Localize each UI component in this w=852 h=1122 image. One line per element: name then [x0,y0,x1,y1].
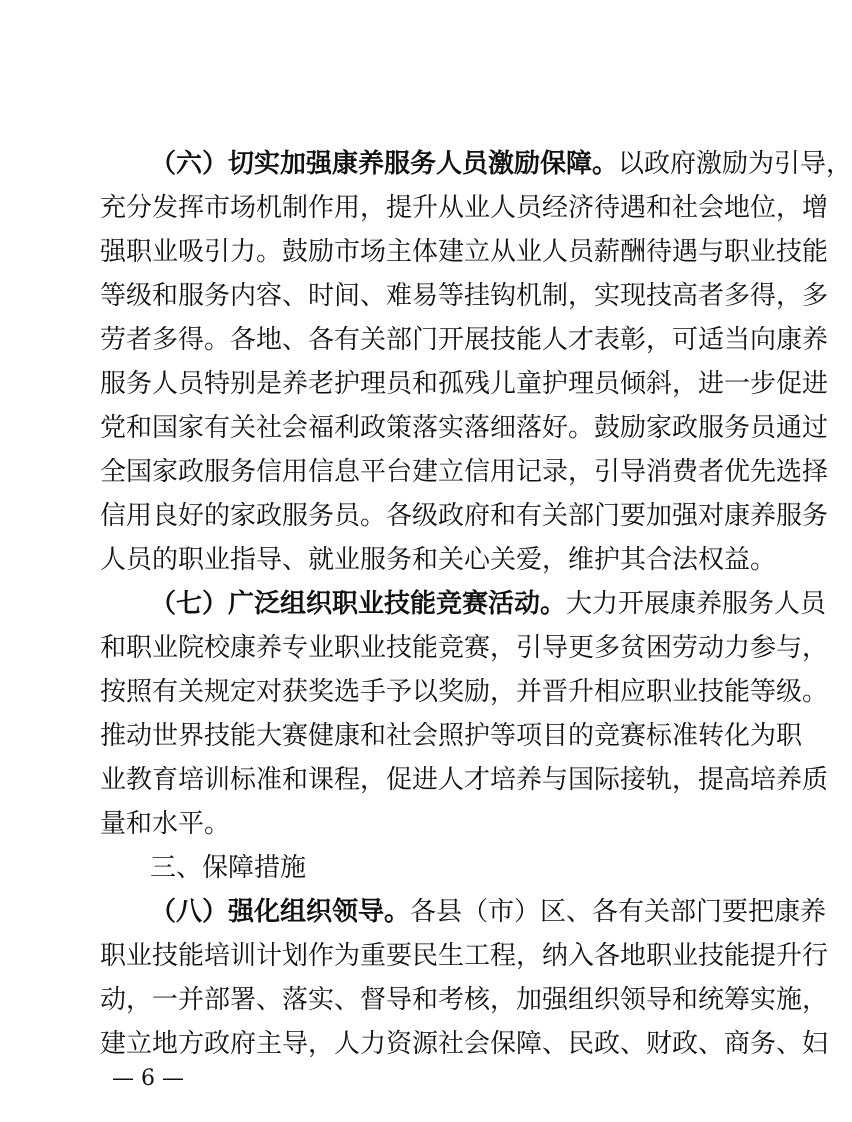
paragraph-7-line-2: 和职业院校康养专业职业技能竞赛，引导更多贫困劳动力参与， [100,633,829,663]
paragraph-8-line-3: 动，一并部署、落实、督导和考核，加强组织领导和统筹实施， [100,985,829,1015]
paragraph-6-line-8: 全国家政服务信用信息平台建立信用记录，引导消费者优先选择 [100,457,829,487]
section-title: 三、保障措施 [150,853,307,883]
paragraph-8-text: 各县（市）区、各有关部门要把康养 [410,897,827,927]
paragraph-8-line-1 [150,890,827,934]
paragraph-7-text: 大力开展康养服务人员 [566,589,827,619]
paragraph-6-line-3: 强职业吸引力。鼓励市场主体建立从业人员薪酬待遇与职业技能 [100,237,829,267]
paragraph-6-text: 以政府激励为引导， [618,149,852,179]
paragraph-8-line-4: 建立地方政府主导，人力资源社会保障、民政、财政、商务、妇 [100,1029,829,1059]
paragraph-6-line-9: 信用良好的家政服务员。各级政府和有关部门要加强对康养服务 [100,501,829,531]
paragraph-6-line-7: 党和国家有关社会福利政策落实落细落好。鼓励家政服务员通过 [100,413,829,443]
page-number: — 6 — [112,1066,184,1091]
paragraph-6-line-6: 服务人员特别是养老护理员和孤残儿童护理员倾斜，进一步促进 [100,369,829,399]
paragraph-6-line-2: 充分发挥市场机制作用，提升从业人员经济待遇和社会地位，增 [100,193,829,223]
paragraph-6-line-10: 人员的职业指导、就业服务和关心关爱，维护其合法权益。 [100,545,777,575]
paragraph-8-heading: （八）强化组织领导。 [150,897,411,927]
paragraph-6-line-4: 等级和服务内容、时间、难易等挂钩机制，实现技高者多得，多 [100,281,829,311]
paragraph-6-line-5: 劳者多得。各地、各有关部门开展技能人才表彰，可适当向康养 [100,325,829,355]
paragraph-7-line-6: 量和水平。 [100,809,231,839]
paragraph-8-line-2: 职业技能培训计划作为重要民生工程，纳入各地职业技能提升行 [100,941,829,971]
paragraph-7-line-3: 按照有关规定对获奖选手予以奖励，并晋升相应职业技能等级。 [100,677,829,707]
paragraph-6-heading: （六）切实加强康养服务人员激励保障。 [150,149,619,179]
paragraph-6-line-1 [150,142,852,186]
paragraph-7-line-4: 推动世界技能大赛健康和社会照护等项目的竞赛标准转化为职 [100,721,803,751]
paragraph-7-line-1 [150,582,827,626]
paragraph-7-line-5: 业教育培训标准和课程，促进人才培养与国际接轨，提高培养质 [100,765,829,795]
paragraph-7-heading: （七）广泛组织职业技能竞赛活动。 [150,589,567,619]
